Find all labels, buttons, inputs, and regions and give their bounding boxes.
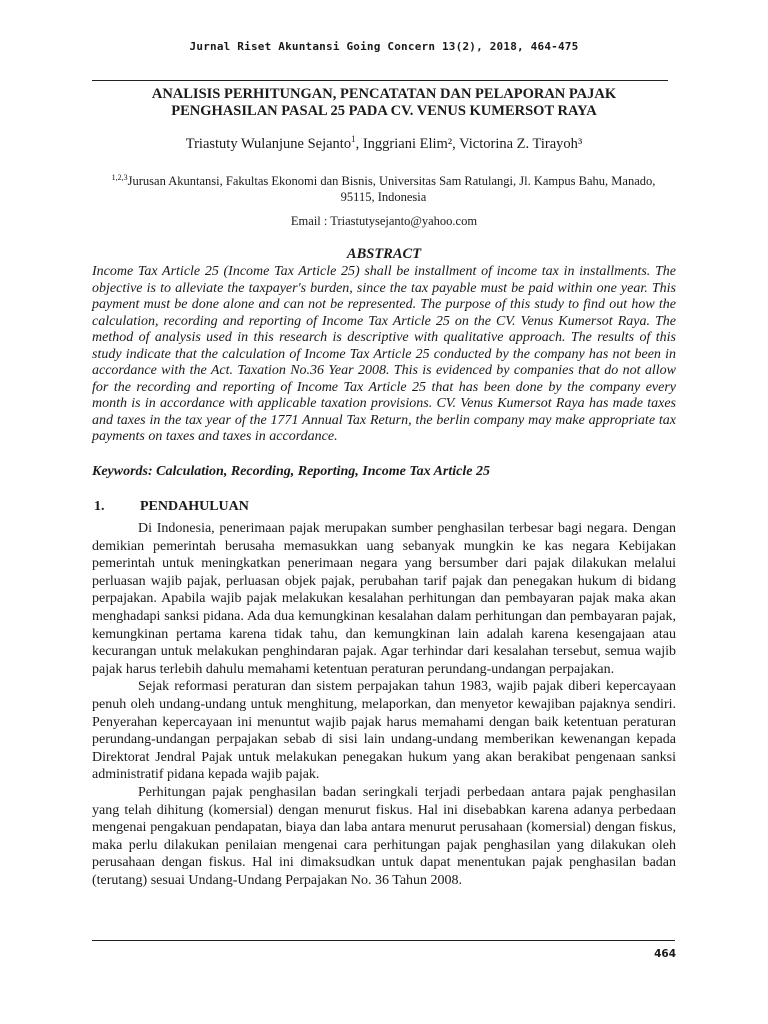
keywords: Keywords: Calculation, Recording, Reporting, Income Tax Article 25 (92, 464, 490, 479)
affiliation-line-1: Jurusan Akuntansi, Fakultas Ekonomi dan Bisnis, Universitas Sam Ratulangi, Jl. Kampus Bahu, Manado, (127, 174, 656, 189)
abstract-heading: ABSTRACT (346, 246, 422, 262)
title-line-2: PENGHASILAN PASAL 25 PADA CV. VENUS KUMERSOT RAYA (171, 103, 597, 119)
affiliation-marks: 1,2,3 (111, 173, 128, 182)
body-paragraph: Sejak reformasi peraturan dan sistem perpajakan tahun 1983, wajib pajak diberi kepercayaan penuh oleh undang-undang untuk menghitung, melaporkan, dan menyetor kewajiban pajaknya sendiri. Penyerahan kepercayaan ini menuntut wajib pajak harus memahami dengan baik ketentuan peraturan perundang-undangan perpajakan sebab di sisi lain undang-undang memberikan kewenangan kepada Direktorat Jendral Pajak untuk melakukan penegakan hukum yang akan berakibat pengenaan sanksi administratif pidana kepada wajib pajak. (92, 679, 676, 783)
journal-header: Jurnal Riset Akuntansi Going Concern 13(2), 2018, 464-475 (189, 40, 579, 53)
section-body (92, 520, 676, 889)
paper-title (80, 86, 688, 120)
body-paragraph: Perhitungan pajak penghasilan badan seringkali terjadi perbedaan antara pajak penghasilan yang telah dihitung (komersial) dengan menurut fiskus. Hal ini disebabkan karena adanya perbedaan mengenai pengakuan pendapatan, biaya dan laba antara menurut perusahaan (komersial) dengan fiskus, maka perlu dilakukan penilaian mengenai cara perhitungan pajak penghasilan yang dilakukan oleh perusahaan dengan fiskus. Hal ini dimaksudkan untuk dapat menentukan pajak penghasilan badan (terutang) sesuai Undang-Undang Perpajakan No. 36 Tahun 2008. (92, 784, 676, 888)
affiliation (92, 170, 675, 205)
body-paragraph: Di Indonesia, penerimaan pajak merupakan sumber penghasilan terbesar bagi negara. Dengan demikian pemerintah berusaha memasukkan uang sebanyak mungkin ke kas negara Kebijakan pemerintah untuk meningkatkan penerimaan negara yang bersumber dari pajak dilakukan melalui perluasan wajib pajak, perluasan objek pajak, perubahan tarif pajak dan penegakan hukum di bidang perpajakan. Apabila wajib pajak melakukan kesalahan perhitungan dan pembayaran pajak maka akan menghadapi sanksi pidana. Ada dua kemungkinan kesalahan dalam perhitungan dan pembayaran pajak, kemungkinan pertama karena tidak tahu, dan kemungkinan lain adalah karena kesengajaan atau kecurangan untuk melakukan penghindaran pajak. Agar terhindar dari kesalahan tersebut, semua wajib pajak harus terlebih dahulu memahami ketentuan peraturan perundang-undangan perpajakan. (92, 521, 676, 677)
section-heading (94, 499, 674, 515)
header-rule (92, 80, 668, 81)
title-line-1: ANALISIS PERHITUNGAN, PENCATATAN DAN PELAPORAN PAJAK (151, 86, 617, 102)
author-email: Email : Triastutysejanto@yahoo.com (290, 214, 478, 228)
affiliation-line-2: 95115, Indonesia (340, 190, 427, 205)
abstract-text: Income Tax Article 25 (Income Tax Article 25) shall be installment of income tax in installments. The objective is to alleviate the taxpayer's burden, since the tax payable must be paid within one year. This payment must be done alone and can not be represented. The purpose of this study to find out how the calculation, recording and reporting of Income Tax Article 25 on the CV. Venus Kumersot Raya. The method of analysis used in this research is descriptive with qualitative approach. The results of this study indicate that the calculation of Income Tax Article 25 conducted by the company has not been in accordance with the Act. Taxation No.36 Year 2008. This is evidenced by companies that do not allow for the recording and reporting of Income Tax Article 25 that has been done by the company every month is in accordance with applicable taxation provisions. CV. Venus Kumersot Raya has made taxes and taxes in the tax year of the 1771 Annual Tax Return, the berlin company may make appropriate tax payments on taxes and taxes in accordance. (92, 264, 676, 444)
author-1-affiliation-mark: 1 (351, 134, 356, 144)
section-title: PENDAHULUAN (140, 499, 249, 514)
footer-rule (92, 940, 675, 941)
section-number: 1. (94, 499, 105, 514)
page-number: 464 (654, 948, 676, 960)
author-1: Triastuty Wulanjune Sejanto (185, 135, 352, 152)
author-list (0, 134, 768, 153)
other-authors: , Inggriani Elim², Victorina Z. Tirayoh³ (355, 135, 583, 152)
